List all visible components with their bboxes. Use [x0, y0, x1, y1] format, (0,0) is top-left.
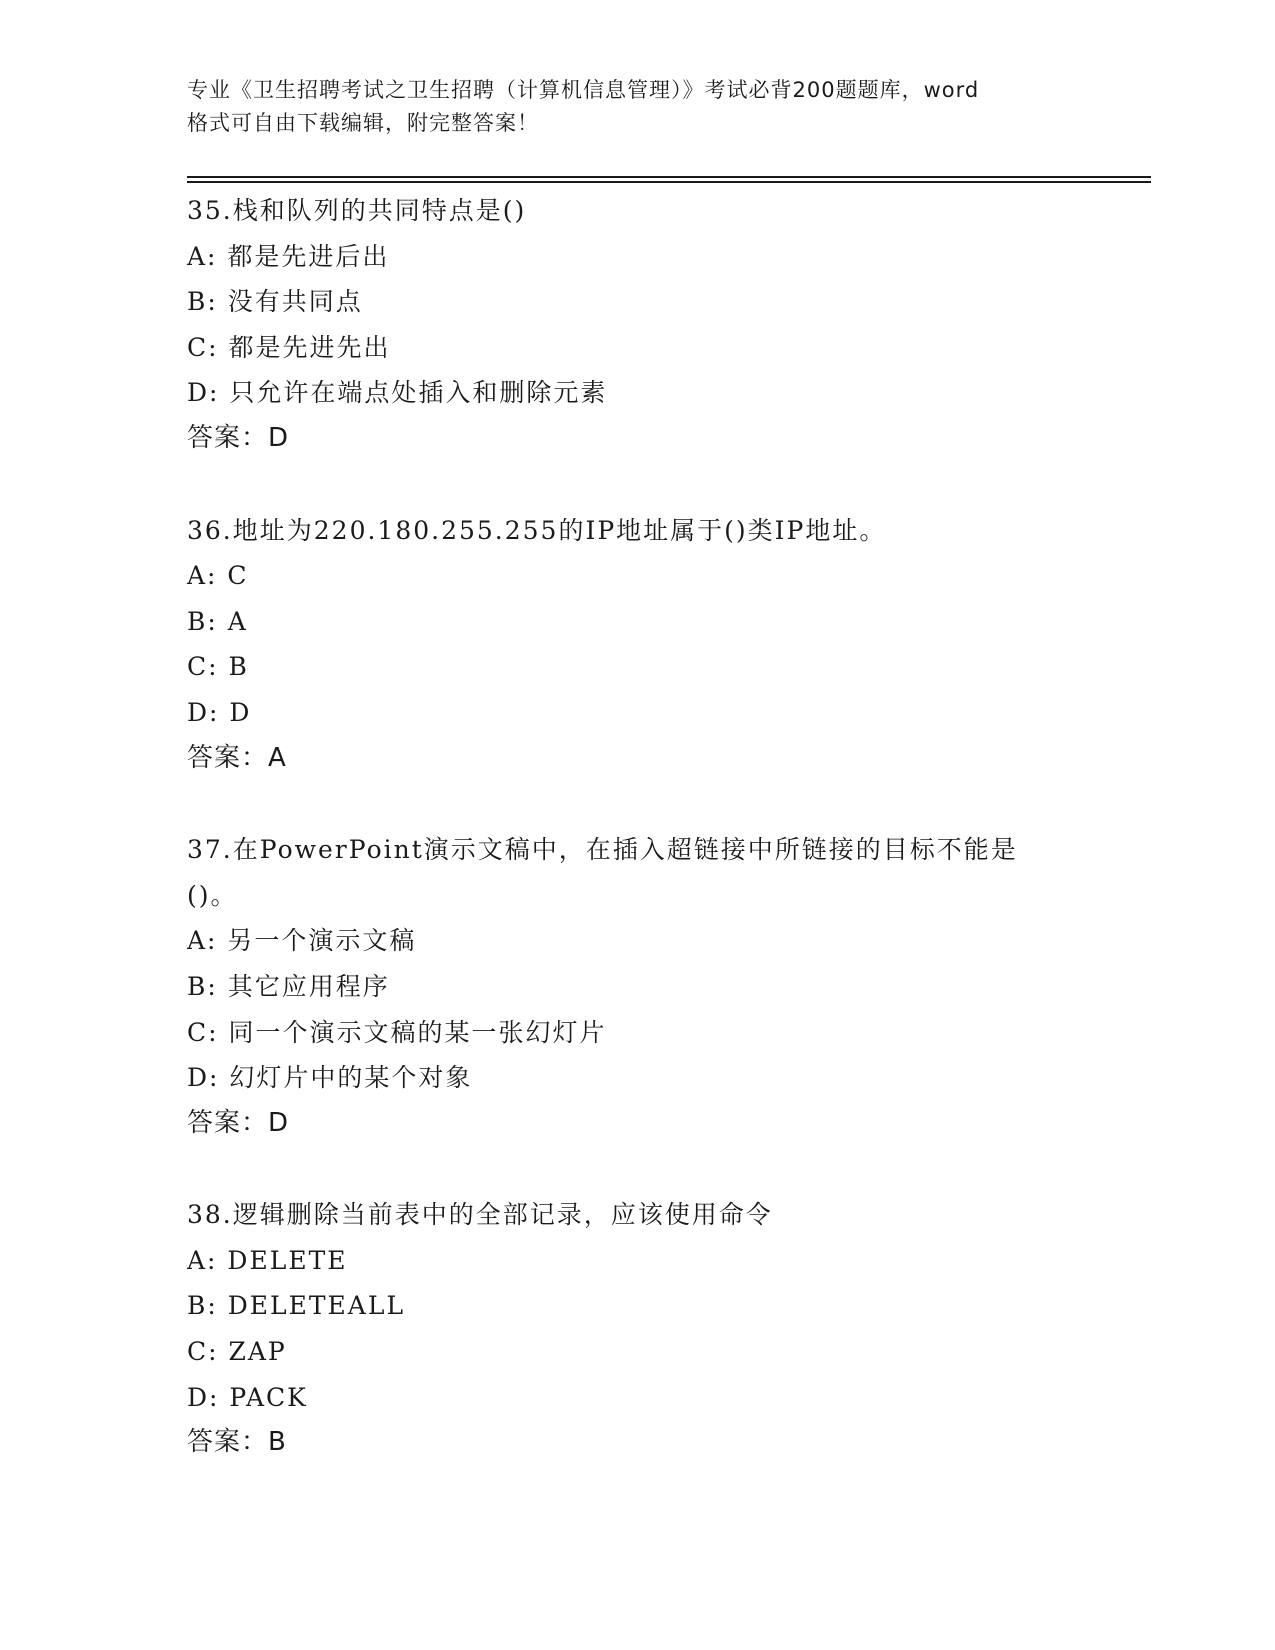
option-a: A: C	[187, 561, 249, 591]
option-d: D: PACK	[187, 1382, 308, 1412]
question-35	[187, 188, 1107, 462]
header-divider-top	[187, 176, 1151, 178]
option-list	[187, 918, 1107, 1100]
question-stem: 36.地址为220.180.255.255的IP地址属于()类IP地址。	[187, 515, 887, 545]
question-38	[187, 1192, 1107, 1466]
option-c: C: 同一个演示文稿的某一张幻灯片	[187, 1017, 607, 1047]
question-stem: 35.栈和队列的共同特点是()	[187, 196, 527, 225]
option-c: C: ZAP	[187, 1337, 287, 1367]
question-stem: 37.在PowerPoint演示文稿中，在插入超链接中所链接的目标不能是	[187, 835, 1018, 865]
option-list	[187, 234, 1107, 416]
question-stem-continuation: ()。	[187, 880, 238, 910]
question-list	[187, 188, 1107, 1512]
option-b: B: DELETEALL	[187, 1291, 406, 1321]
option-c: C: B	[187, 652, 249, 682]
option-d: D: D	[187, 697, 252, 727]
option-a: A: DELETE	[187, 1245, 348, 1275]
option-b: B: 其它应用程序	[187, 971, 390, 1001]
question-36	[187, 508, 1107, 782]
header-line-2: 格式可自由下载编辑，附完整答案！	[187, 111, 539, 135]
option-c: C: 都是先进先出	[187, 332, 391, 362]
option-a: A: 另一个演示文稿	[187, 926, 417, 956]
answer-label: 答案：D	[187, 422, 290, 453]
option-list	[187, 1238, 1107, 1420]
option-b: B: A	[187, 606, 248, 636]
option-list	[187, 553, 1107, 735]
option-a: A: 都是先进后出	[187, 241, 390, 271]
question-stem: 38.逻辑删除当前表中的全部记录，应该使用命令	[187, 1200, 773, 1230]
option-d: D: 幻灯片中的某个对象	[187, 1063, 473, 1093]
answer-label: 答案：A	[187, 742, 287, 773]
header-line-1: 专业《卫生招聘考试之卫生招聘（计算机信息管理）》考试必背200题题库，word	[187, 78, 980, 102]
option-b: B: 没有共同点	[187, 287, 363, 317]
answer-label: 答案：D	[187, 1107, 290, 1138]
answer-label: 答案：B	[187, 1427, 287, 1458]
option-d: D: 只允许在端点处插入和删除元素	[187, 378, 608, 408]
header-divider-bottom	[187, 181, 1151, 183]
document-header	[187, 74, 1087, 140]
question-37	[187, 827, 1107, 1146]
